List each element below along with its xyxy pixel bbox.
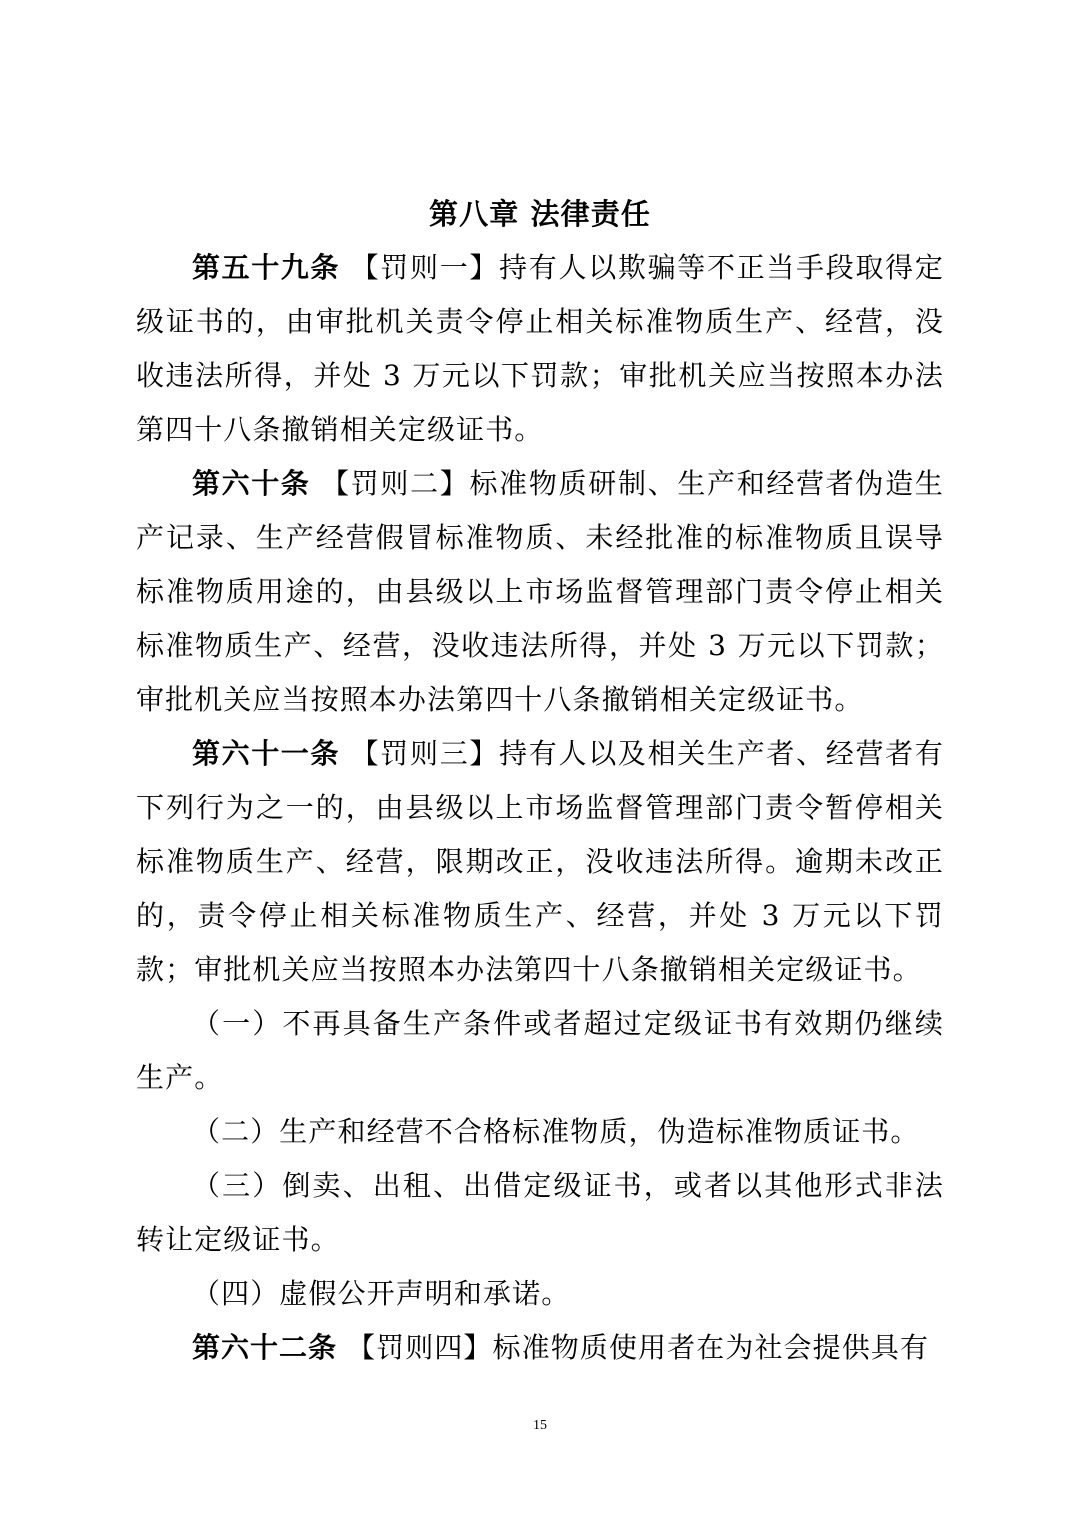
article-text: 标准物质使用者在为社会提供具有 (492, 1331, 930, 1364)
page-number: 15 (533, 1418, 547, 1433)
article-number: 第六十二条 (192, 1331, 338, 1364)
article-number: 第五十九条 (192, 251, 340, 284)
article-text: 标准物质研制、生产和经营者伪造生产记录、生产经营假冒标准物质、未经批准的标准物质且误导标准物质用途的，由县级以上市场监督管理部门责令停止相关标准物质生产、经营，没收违法所得，并处 3 万元以下罚款；审批机关应当按照本办法第四十八条撤销相关定级证书。 (136, 467, 944, 716)
article-60 (136, 457, 944, 727)
article-number: 第六十一条 (192, 737, 340, 770)
article-62 (136, 1321, 944, 1375)
list-item-1: （一）不再具备生产条件或者超过定级证书有效期仍继续生产。 (136, 1007, 944, 1094)
article-59 (136, 241, 944, 457)
list-item-2: （二）生产和经营不合格标准物质，伪造标准物质证书。 (192, 1115, 920, 1148)
chapter-title: 第八章 法律责任 (429, 197, 651, 231)
article-61 (136, 727, 944, 997)
list-item-3: （三）倒卖、出租、出借定级证书，或者以其他形式非法转让定级证书。 (136, 1169, 944, 1256)
article-number: 第六十条 (192, 467, 311, 500)
article-text: 持有人以欺骗等不正当手段取得定级证书的，由审批机关责令停止相关标准物质生产、经营，没收违法所得，并处 3 万元以下罚款；审批机关应当按照本办法第四十八条撤销相关定级证书。 (136, 251, 944, 446)
rule-tag: 【罚则一】 (350, 251, 500, 284)
article-text: 持有人以及相关生产者、经营者有下列行为之一的，由县级以上市场监督管理部门责令暂停相关标准物质生产、经营，限期改正，没收违法所得。逾期未改正的，责令停止相关标准物质生产、经营，并处 3 万元以下罚款；审批机关应当按照本办法第四十八条撤销相关定级证书。 (136, 737, 944, 986)
rule-tag: 【罚则四】 (347, 1331, 493, 1364)
page-content (136, 187, 944, 1375)
rule-tag: 【罚则三】 (350, 737, 500, 770)
list-item-4: （四）虚假公开声明和承诺。 (192, 1277, 571, 1310)
rule-tag: 【罚则二】 (321, 467, 470, 500)
